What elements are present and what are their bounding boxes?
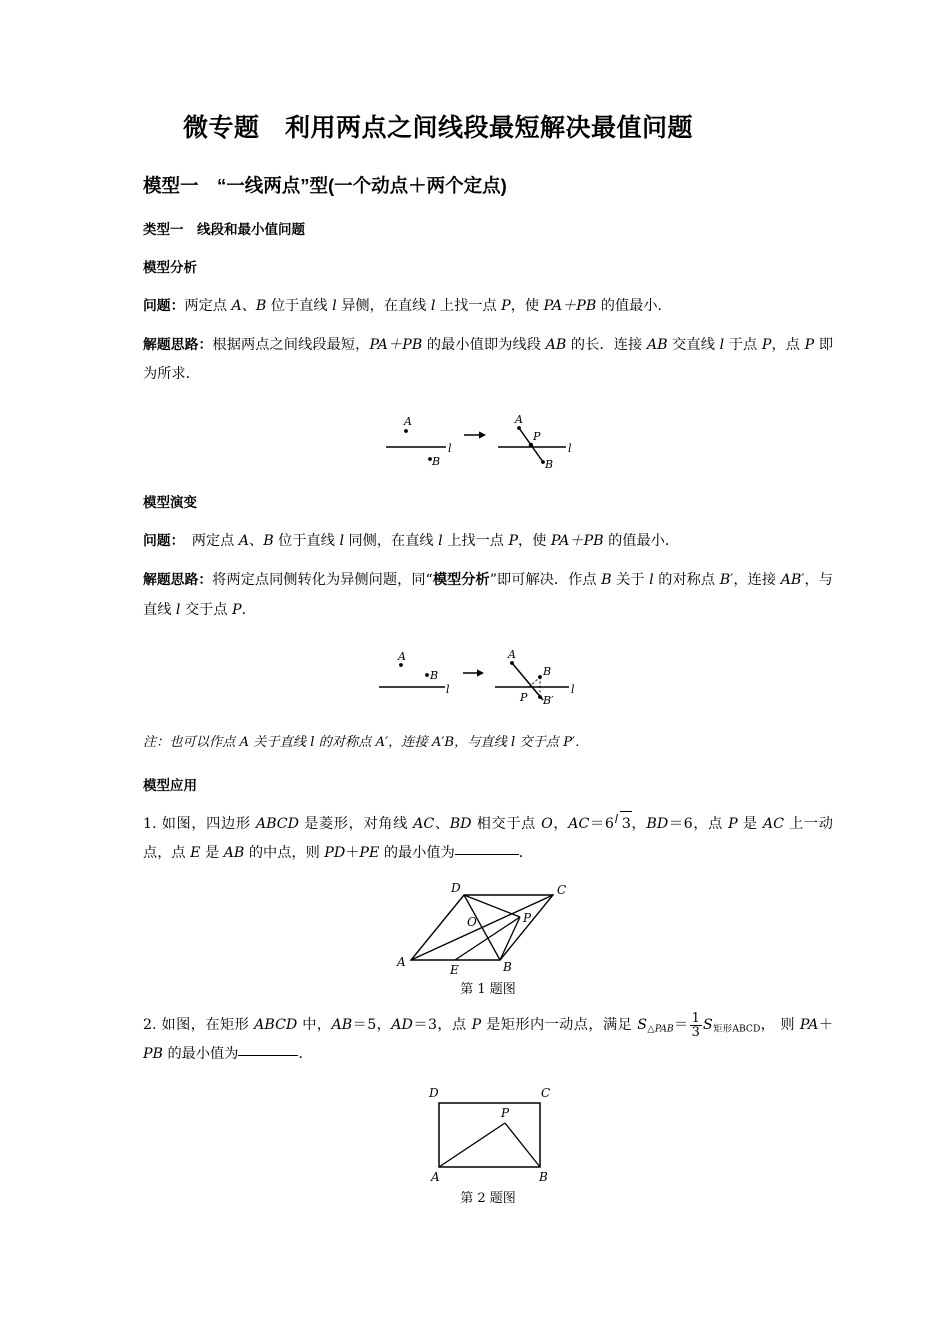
- sym-PA: PA: [799, 1016, 819, 1033]
- sym-E: E: [190, 844, 201, 861]
- sym-B-prime: B′: [719, 572, 734, 589]
- sym-AB: AB: [223, 844, 245, 861]
- label-l: l: [446, 682, 450, 696]
- text: 上找一点: [435, 298, 502, 314]
- text: 关于直线: [249, 734, 311, 750]
- fraction-one-third: [690, 1012, 702, 1040]
- model-heading: 模型一 “一线两点”型(一个动点＋两个定点): [143, 175, 507, 196]
- sym-P: P: [501, 298, 511, 314]
- sym-S-rect: S: [702, 1016, 713, 1033]
- model-analysis-question: [143, 292, 833, 321]
- figure-problem-1: [143, 878, 833, 997]
- label-B-prime: B′: [543, 693, 554, 707]
- type-heading: 类型一 线段和最小值问题: [143, 222, 305, 237]
- sym-AC: AC: [568, 815, 590, 832]
- figure-model-analysis: [143, 399, 833, 477]
- text: 位于直线: [273, 533, 340, 550]
- operator: ＝: [673, 1016, 689, 1033]
- text: 是矩形内一动点，满足: [481, 1016, 638, 1033]
- problem-2-text: [143, 1011, 833, 1069]
- sym-l: l: [430, 298, 436, 314]
- text: 如图，在矩形: [156, 1016, 255, 1033]
- problem-number: 1.: [143, 815, 157, 832]
- problem-number: 2.: [143, 1016, 157, 1033]
- figure-q1-svg: [393, 878, 583, 978]
- sym-l: l: [438, 533, 443, 550]
- sym-P: P: [728, 815, 738, 832]
- operator: ＋: [818, 1016, 834, 1033]
- evolution-note: [143, 729, 833, 756]
- text: ，: [760, 1016, 776, 1033]
- label-B: B: [545, 458, 554, 472]
- value: ＝3，点: [412, 1016, 472, 1033]
- text: ．: [575, 734, 589, 750]
- label-C: C: [541, 1086, 551, 1101]
- text: ，: [552, 815, 569, 832]
- sym-AD: AD: [391, 1016, 413, 1033]
- label-P: P: [520, 690, 528, 704]
- label-O: O: [467, 914, 477, 929]
- text: ”即可解决．作点: [489, 572, 602, 589]
- sqrt-radicand: 3: [621, 815, 631, 832]
- sym-BD: BD: [449, 815, 472, 832]
- figure-problem-2: [143, 1079, 833, 1206]
- solution-label: 解题思路：: [143, 337, 213, 353]
- sym-O: O: [541, 815, 553, 832]
- sym-AB: AB: [646, 337, 668, 354]
- figure-q2-caption: 第 2 题图: [460, 1191, 516, 1207]
- sym-P: P: [232, 601, 242, 618]
- sym-A: A: [231, 298, 242, 314]
- text: 交直线: [667, 337, 720, 354]
- problem-1-text: [143, 810, 833, 868]
- sym-l: l: [332, 298, 337, 314]
- model-application-heading: 模型应用: [143, 777, 197, 793]
- emphasis-model-analysis: 模型分析: [432, 572, 490, 589]
- expr-PA-PB: PA＋PB: [543, 298, 597, 314]
- fraction-numerator: 1: [691, 1010, 700, 1026]
- sym-AB: AB: [331, 1016, 353, 1033]
- text: 的长．连接: [566, 337, 647, 354]
- text: 同侧，在直线: [343, 533, 439, 550]
- expr-PA-PB: PA＋PB: [369, 337, 423, 354]
- text: 的中点，则: [244, 844, 325, 861]
- sym-ABCD: ABCD: [254, 1016, 298, 1033]
- figure-q2-svg: [413, 1079, 563, 1187]
- text: 上找一点: [442, 533, 509, 550]
- model-evolution-heading: 模型演变: [143, 495, 197, 511]
- label-l: l: [568, 442, 572, 456]
- text: 的对称点: [653, 572, 716, 589]
- text: 即为所求．: [143, 337, 834, 383]
- text: ，与直线: [454, 734, 512, 750]
- expr-PA-PB: PA＋PB: [550, 533, 604, 550]
- text: 两定点: [184, 298, 232, 314]
- text: 的对称点: [314, 734, 376, 750]
- text: ，使: [518, 533, 551, 550]
- sym-A-prime: A′: [375, 734, 389, 750]
- sym-B: B: [263, 533, 274, 550]
- model-evolution-solution: [143, 566, 833, 624]
- sym-P-prime: P′: [563, 734, 576, 750]
- text: 关于: [611, 572, 650, 589]
- label-C: C: [557, 882, 567, 897]
- text: ，: [630, 815, 647, 832]
- sym-l: l: [175, 601, 181, 618]
- text: 将两定点同侧转化为异侧问题，同“: [212, 572, 433, 589]
- text: 是菱形，对角线: [299, 815, 414, 832]
- text: 的最小值为: [379, 844, 455, 861]
- sym-B: B: [255, 298, 267, 314]
- label-l: l: [571, 682, 575, 696]
- text: ，使: [510, 298, 544, 314]
- label-A: A: [404, 415, 412, 429]
- value: ＝6: [668, 815, 693, 832]
- sqrt-expression: [614, 810, 631, 839]
- text: ，点: [692, 815, 729, 832]
- figure-q1-caption: 第 1 题图: [460, 981, 516, 997]
- text: 交于点: [180, 601, 233, 618]
- sub-rect-ABCD: 矩形ABCD: [712, 1023, 761, 1035]
- text: 的值最小．: [603, 533, 680, 550]
- text: 如图，四边形: [156, 815, 256, 832]
- sym-AB-prime: AB′: [780, 572, 805, 589]
- label-B: B: [543, 664, 552, 678]
- text: 的最小值即为线段: [422, 337, 546, 354]
- label-B: B: [539, 1170, 548, 1185]
- sym-ABCD: ABCD: [255, 815, 299, 832]
- text: 两定点: [177, 533, 239, 550]
- label-D: D: [429, 1086, 439, 1101]
- sym-l: l: [310, 734, 315, 750]
- label-B: B: [432, 455, 441, 469]
- text: 是: [737, 815, 758, 832]
- model-evolution-question: [143, 527, 833, 556]
- text: ．: [241, 601, 256, 618]
- sym-A-prime-B: A′B: [431, 734, 455, 750]
- sym-AC: AC: [762, 815, 784, 832]
- figure-1-svg: [378, 399, 598, 477]
- text: 于点: [728, 337, 762, 354]
- page-content: [143, 108, 833, 1220]
- answer-blank-2[interactable]: [238, 1055, 298, 1056]
- label-D: D: [451, 880, 461, 895]
- sym-PE: PE: [359, 844, 380, 861]
- text: ，连接: [388, 734, 432, 750]
- sym-PB: PB: [143, 1046, 163, 1063]
- text: 则: [780, 1016, 800, 1033]
- label-P: P: [501, 1106, 510, 1121]
- value: ＝6: [589, 815, 614, 832]
- label-A: A: [508, 647, 516, 661]
- label-P: P: [523, 910, 532, 925]
- text: 位于直线: [266, 298, 333, 314]
- answer-blank-1[interactable]: [455, 854, 519, 855]
- text: ，与直线: [143, 572, 833, 618]
- sym-P: P: [804, 337, 815, 354]
- sym-B: B: [601, 572, 612, 589]
- sym-PD: PD: [324, 844, 346, 861]
- question-label: 问题：: [143, 298, 185, 313]
- text: 的最小值为: [162, 1046, 239, 1063]
- question-label: 问题：: [143, 533, 178, 549]
- sym-l: l: [339, 533, 344, 550]
- label-P: P: [533, 430, 541, 444]
- text: 异侧，在直线: [336, 298, 431, 314]
- sym-A: A: [238, 533, 250, 550]
- text: ．: [298, 1046, 313, 1063]
- text: ，点: [771, 337, 805, 354]
- sym-A: A: [239, 734, 250, 750]
- sym-AC: AC: [413, 815, 435, 832]
- sym-P: P: [761, 337, 772, 354]
- page-title: 微专题 利用两点之间线段最短解决最值问题: [183, 114, 694, 142]
- sym-l: l: [649, 572, 654, 589]
- figure-2-svg: [373, 635, 603, 715]
- label-A: A: [431, 1170, 440, 1185]
- text: 是: [200, 844, 224, 861]
- sym-AB: AB: [545, 337, 567, 354]
- text: 上一动点，点: [143, 815, 833, 861]
- value: ＝5，: [352, 1016, 392, 1033]
- model-analysis-heading: 模型分析: [143, 260, 197, 275]
- figure-model-evolution: [143, 635, 833, 715]
- operator: ＋: [345, 844, 360, 861]
- label-l: l: [448, 442, 452, 456]
- label-E: E: [450, 962, 459, 977]
- text: 、: [241, 298, 256, 314]
- text: 、: [249, 533, 264, 550]
- text: 根据两点之间线段最短，: [212, 337, 370, 354]
- label-B: B: [503, 959, 512, 974]
- sym-P: P: [508, 533, 519, 550]
- text: 中，: [297, 1016, 332, 1033]
- text: ．: [518, 844, 533, 861]
- fraction-denominator: 3: [691, 1025, 700, 1041]
- label-B: B: [430, 668, 439, 682]
- text: 、: [434, 815, 450, 832]
- sym-P: P: [471, 1016, 482, 1033]
- text: 也可以作点: [169, 734, 240, 750]
- solution-label: 解题思路：: [143, 572, 213, 588]
- sym-BD: BD: [646, 815, 669, 832]
- label-A: A: [398, 649, 406, 663]
- sym-l: l: [511, 734, 516, 750]
- sym-S-triangle: S: [637, 1016, 647, 1033]
- text: 的值最小．: [596, 298, 672, 314]
- sub-triangle-PAB: △PAB: [646, 1023, 674, 1035]
- note-label: 注：: [143, 734, 170, 750]
- text: 交于点: [515, 734, 564, 750]
- label-A: A: [397, 954, 406, 969]
- text: 相交于点: [471, 815, 542, 832]
- model-analysis-solution: [143, 331, 833, 389]
- label-A: A: [515, 413, 523, 427]
- text: ，连接: [733, 572, 781, 589]
- sym-l: l: [719, 337, 725, 354]
